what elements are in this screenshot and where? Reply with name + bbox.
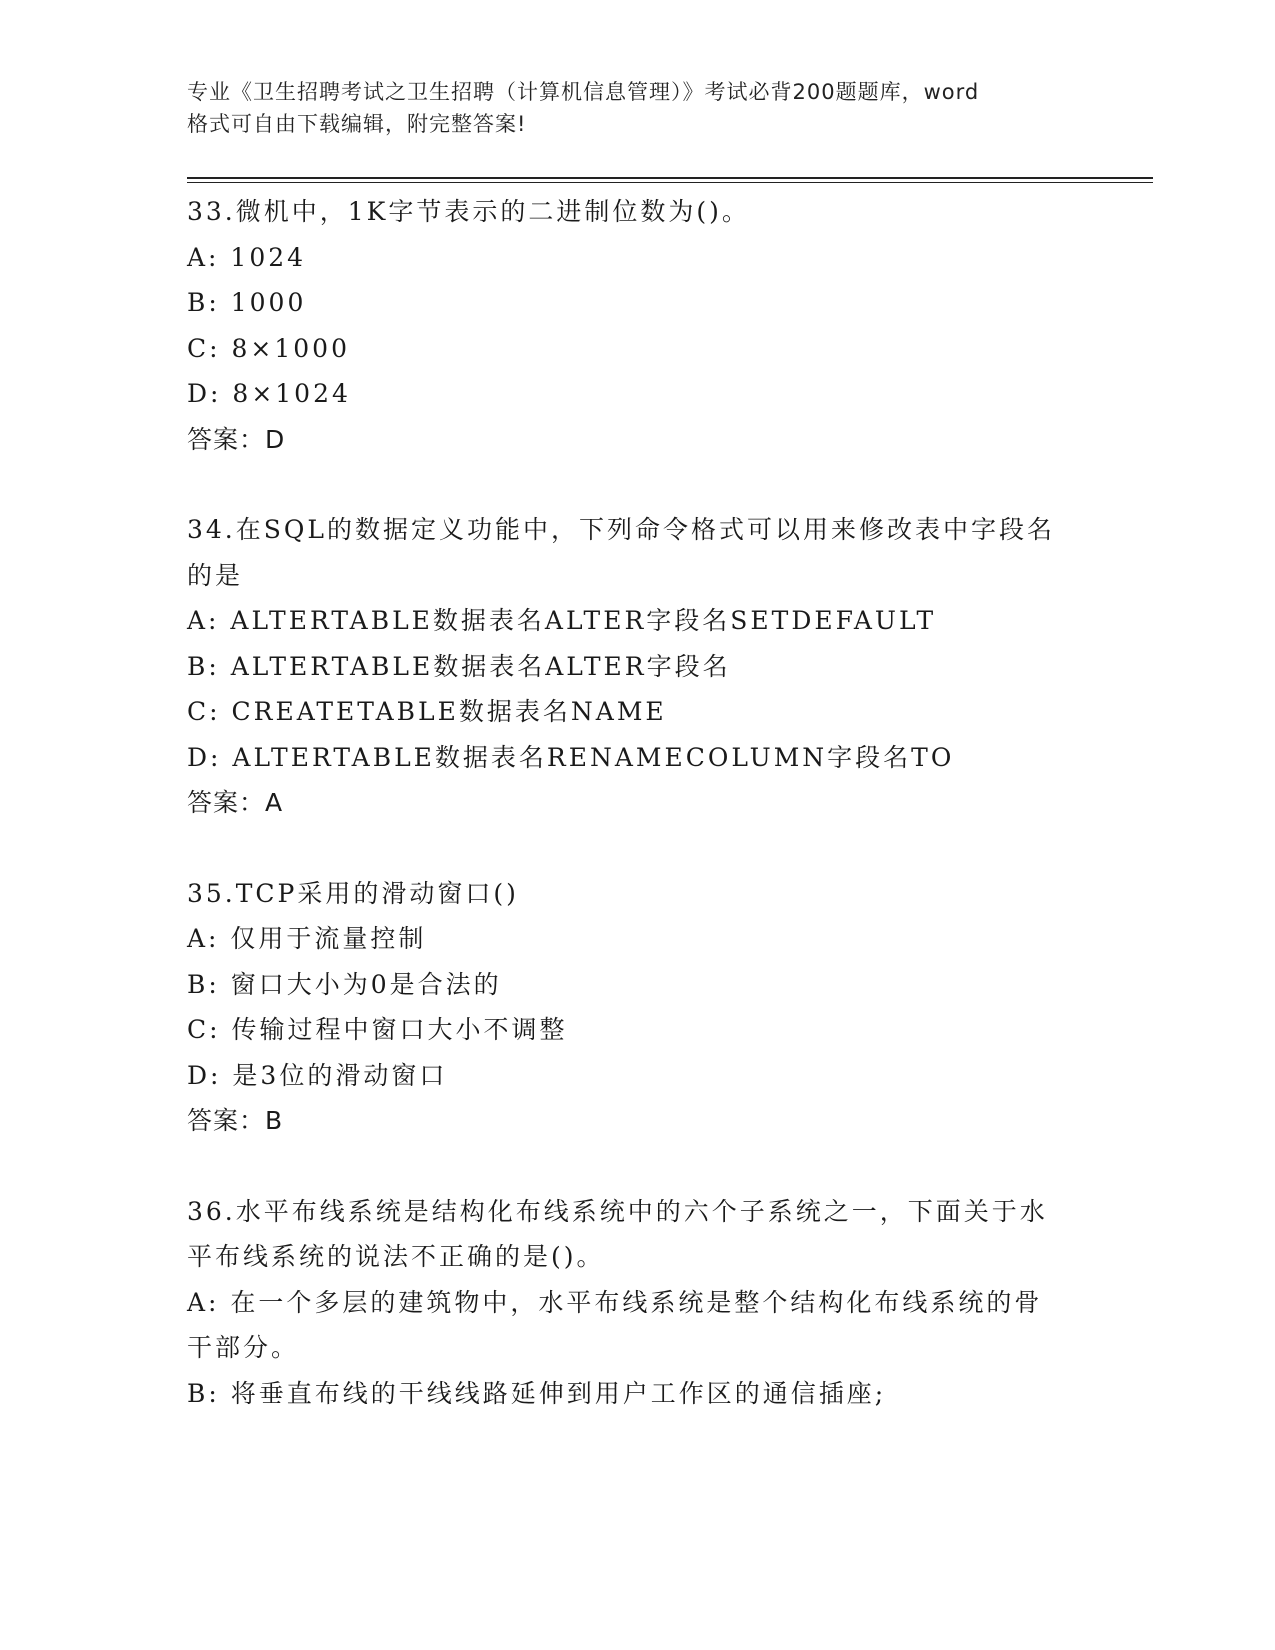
question-spacer bbox=[187, 1144, 1077, 1189]
option-a: A: ALTERTABLE数据表名ALTER字段名SETDEFAULT bbox=[187, 606, 937, 635]
option-b: B: 1000 bbox=[187, 288, 307, 317]
option-a: A: 在一个多层的建筑物中，水平布线系统是整个结构化布线系统的骨 bbox=[187, 1287, 1043, 1317]
option-d: D: 是3位的滑动窗口 bbox=[187, 1060, 448, 1090]
question-stem-continued: 平布线系统的说法不正确的是()。 bbox=[187, 1242, 605, 1271]
option-c: C: CREATETABLE数据表名NAME bbox=[187, 697, 667, 726]
option-c: C: 8×1000 bbox=[187, 333, 350, 363]
option-b: B: 将垂直布线的干线线路延伸到用户工作区的通信插座; bbox=[187, 1378, 887, 1408]
question-35 bbox=[187, 871, 1077, 1144]
option-a: A: 仅用于流量控制 bbox=[187, 924, 427, 953]
answer-line: 答案：D bbox=[187, 424, 286, 454]
document-header bbox=[187, 76, 1087, 140]
question-stem: 33.微机中，1K字节表示的二进制位数为()。 bbox=[187, 197, 750, 226]
option-b: B: 窗口大小为0是合法的 bbox=[187, 969, 502, 999]
question-34 bbox=[187, 507, 1077, 826]
option-d: D: ALTERTABLE数据表名RENAMECOLUMN字段名TO bbox=[187, 742, 955, 772]
answer-line: 答案：B bbox=[187, 1106, 284, 1135]
option-d: D: 8×1024 bbox=[187, 379, 351, 408]
option-a-continued: 干部分。 bbox=[187, 1333, 300, 1362]
option-b: B: ALTERTABLE数据表名ALTER字段名 bbox=[187, 651, 731, 681]
header-divider-thick bbox=[187, 177, 1153, 179]
header-title-line-1: 专业《卫生招聘考试之卫生招聘（计算机信息管理）》考试必背200题题库，word bbox=[187, 80, 980, 104]
question-stem: 34.在SQL的数据定义功能中，下列命令格式可以用来修改表中字段名 bbox=[187, 515, 1055, 544]
option-c: C: 传输过程中窗口大小不调整 bbox=[187, 1015, 568, 1044]
question-list bbox=[187, 189, 1077, 1416]
answer-line: 答案：A bbox=[187, 788, 284, 817]
header-title-line-2: 格式可自由下载编辑，附完整答案! bbox=[187, 112, 527, 136]
header-divider-thin bbox=[187, 182, 1153, 183]
question-stem-continued: 的是 bbox=[187, 560, 244, 590]
option-a: A: 1024 bbox=[187, 242, 307, 272]
question-spacer bbox=[187, 826, 1077, 871]
question-stem: 35.TCP采用的滑动窗口() bbox=[187, 878, 519, 908]
question-33 bbox=[187, 189, 1077, 462]
question-36 bbox=[187, 1189, 1077, 1417]
question-spacer bbox=[187, 462, 1077, 507]
question-stem: 36.水平布线系统是结构化布线系统中的六个子系统之一，下面关于水 bbox=[187, 1196, 1048, 1226]
